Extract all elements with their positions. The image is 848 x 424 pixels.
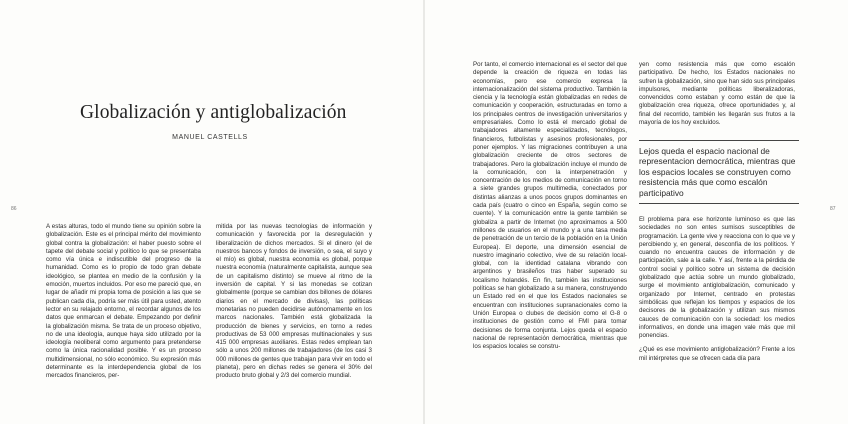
- right-column-2: [639, 61, 795, 135]
- paragraph: mitida por las nuevas tecnologías de información y comunicación y favorecida por la desregulación y liberalización de dichos mercados. Si el dinero (el de nuestros bancos y fondos de inversión, o sea, el suyo y el mío) es global, nuestra economía es global, porque nuestra economía (naturalmente capitalista, aunque sea de un capitalismo distinto) se mueve al ritmo de la inversión de capital. Y si las monedas se cotizan globalmente (porque se cambian dos billones de dólares diarios en el mercado de divisas), las políticas monetarias no pueden decidirse autónomamente en los marcos nacionales. También está globalizada la producción de bienes y servicios, en torno a redes productivas de 53 000 empresas multinacionales y sus 415 000 empresas auxiliares. Estas redes emplean tan sólo a unos 200 millones de trabajadores (de los casi 3 000 millones de gentes que trabajan para vivir en todo el planeta), pero en dichas redes se genera el 30% del producto bruto global y 2/3 del comercio mundial.: [216, 223, 372, 380]
- paragraph: ¿Qué es ese movimiento antiglobalización? Frente a los mil intérpretes que se ofrecen cada día para: [639, 346, 795, 362]
- page-number-right: 87: [830, 206, 836, 212]
- left-page: [0, 0, 423, 424]
- pull-quote: Lejos queda el espacio nacional de representacion democrática, mientras que los espacios locales se construyen como resistencia más que como escalón participativo: [639, 140, 799, 204]
- page-number-left: 86: [11, 206, 17, 212]
- paragraph: A estas alturas, todo el mundo tiene su opinión sobre la globalización. Este es el principal mérito del movimiento global contra la globalización: el haber puesto sobre el tapete del debate social y político lo que se presentaba como vía única e indiscutible del progreso de la humanidad. Como es lo propio de todo gran debate ideológico, se plantea en medio de la confusión y la emoción, muertos incluidos. Por eso me pareció que, en lugar de añadir mi propia toma de posición a las que se publican cada día, podría ser más útil para usted, atento lector en su relajado entorno, el recordar algunos de los datos que enmarcan el debate. Empezando por definir la globalización misma. Se trata de un proceso objetivo, no de una ideología, aunque haya sido utilizado por la ideología neoliberal como argumento para pretenderse como la única racionalidad posible. Y es un proceso multidimensional, no sólo económico. Su expresión más determinante es la interdependencia global de los mercados financieros, per-: [46, 223, 201, 380]
- paragraph: yen como resistencia más que como escalón participativo. De hecho, los Estados nacionales no sufren la globalización, sino que han sido sus principales impulsores, mediante políticas liberalizadoras, convencidos como estaban y como están de que la globalización crea riqueza, ofrece oportunidades y, al final del recorrido, también les llegarán sus frutos a la mayoría de los hoy excluidos.: [639, 61, 795, 127]
- paragraph: Por tanto, el comercio internacional es el sector del que depende la creación de riqueza en todas las economías, pero ese comercio expresa la internacionalización del sistema productivo. También la ciencia y la tecnología están globalizadas en redes de comunicación y cooperación, estructuradas en torno a los principales centros de investigación universitarios y empresariales. Como lo está el mercado global de trabajadores altamente especializados, tecnólogos, financieros, futbolistas y asesinos profesionales, por poner ejemplos. Y las migraciones contribuyen a una globalización creciente de otros sectores de trabajadores. Pero la globalización incluye el mundo de la comunicación, con la interpenetración y concentración de los medios de comunicación en torno a siete grandes grupos multimedia, conectados por distintas alianzas a unos pocos grupos dominantes en cada país (cuatro o cinco en España, según como se cuente). Y la comunicación entre la gente también se globaliza a partir de Internet (no aproximamos a 500 millones de usuarios en el mundo y a una tasa media de penetración de un tercio de la población en la Unión Europea). El deporte, una dimensión esencial de nuestro imaginario colectivo, vive de su relación local-global, con la identidad catalana vibrando con argentinos y brasileños tras haber superado su localismo holandés. En fin, también las instituciones políticas se han globalizado a su manera, construyendo un Estado red en el que los Estados nacionales se encuentran con instituciones supranacionales como la Unión Europea o clubes de decisión como el G-8 o instituciones de gestión como el FMI para tomar decisiones de forma conjunta. Lejos queda el espacio nacional de representación democrática, mientras que los espacios locales se constru-: [473, 61, 627, 351]
- article-title: Globalización y antiglobalización: [80, 102, 347, 123]
- left-column-1: [46, 223, 201, 383]
- right-page: [425, 0, 848, 424]
- right-column-1: [473, 61, 627, 383]
- paragraph: El problema para ese horizonte luminoso es que las sociedades no son entes sumisos susceptibles de programación. La gente vive y reacciona con lo que ve y percibiendo y, en general, desconfía de los políticos. Y cuando no encuentra cauces de información y de participación, sale a la calle. Y así, frente a la pérdida de control social y político sobre un sistema de decisión globalizado que actúa sobre un mundo globalizado, surge el movimiento antiglobalización, comunicado y organizado por Internet, centrado en protestas simbólicas que reflejan los tiempos y espacios de los decisores de la globalización y utilizan sus mismos cauces de comunicación con la sociedad: los medios informativos, en donde una imagen vale más que mil ponencias.: [639, 216, 795, 340]
- article-author: MANUEL CASTELLS: [172, 134, 248, 141]
- right-column-3: [639, 216, 795, 383]
- left-column-2: [216, 223, 372, 383]
